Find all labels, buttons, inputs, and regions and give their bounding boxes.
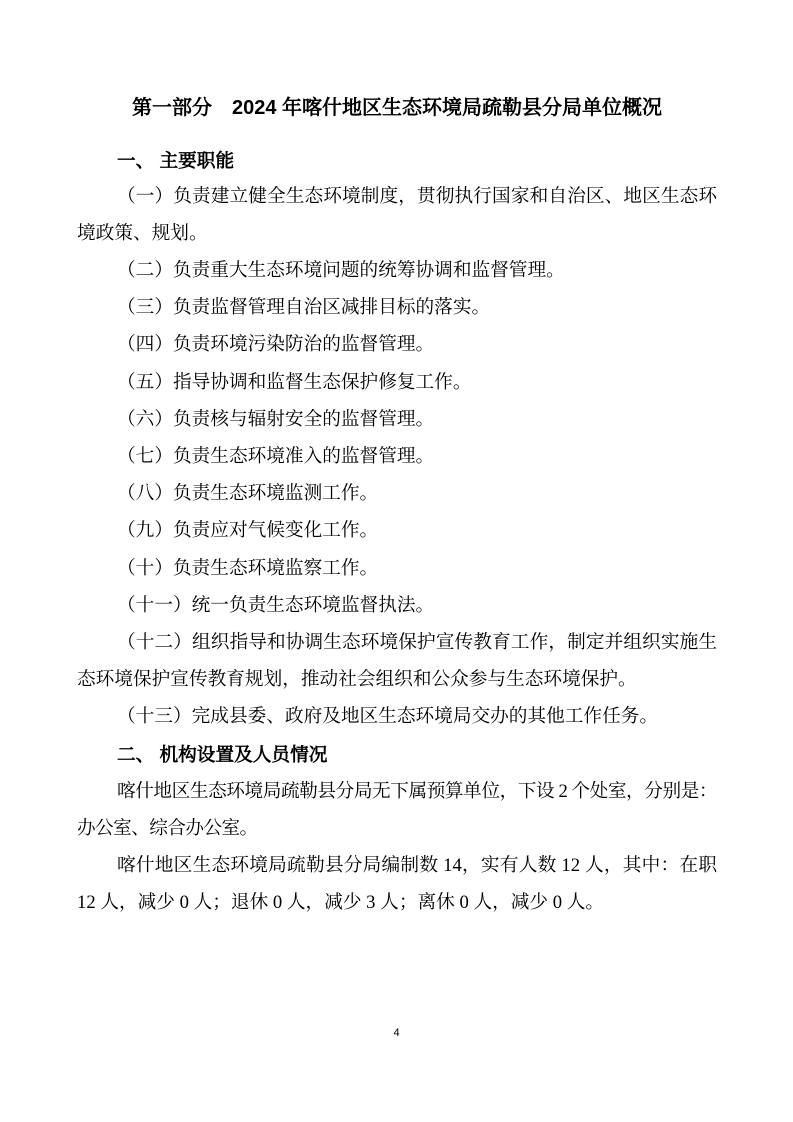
organization-paragraph: 喀什地区生态环境局疏勒县分局无下属预算单位，下设 2 个处室，分别是：办公室、综合办公室。 xyxy=(77,780,717,839)
document-page xyxy=(77,90,717,922)
section-heading-main-duties: 一、 主要职能 xyxy=(117,149,235,171)
duty-item-8: （八）负责生态环境监测工作。 xyxy=(117,483,379,505)
duty-item-10: （十）负责生态环境监察工作。 xyxy=(117,557,379,579)
page-number: 4 xyxy=(393,1027,400,1039)
duty-item-3: （三）负责监督管理自治区减排目标的落实。 xyxy=(117,297,491,319)
duty-item-11: （十一）统一负责生态环境监督执法。 xyxy=(117,594,435,616)
duty-item-7: （七）负责生态环境准入的监督管理。 xyxy=(117,445,435,467)
section-organization xyxy=(77,736,717,922)
duty-item-9: （九）负责应对气候变化工作。 xyxy=(117,520,379,542)
duty-item-5: （五）指导协调和监督生态保护修复工作。 xyxy=(117,371,472,393)
duty-item-2: （二）负责重大生态环境问题的统筹协调和监督管理。 xyxy=(117,259,565,281)
staffing-paragraph: 喀什地区生态环境局疏勒县分局编制数 14，实有人数 12 人，其中：在职 12 人，减少 0 人；退休 0 人，减少 3 人；离休 0 人，减少 0 人。 xyxy=(77,855,717,914)
duty-item-12: （十二）组织指导和协调生态环境保护宣传教育工作，制定并组织实施生态环境保护宣传教育规划，推动社会组织和公众参与生态环境保护。 xyxy=(77,631,717,691)
duty-item-4: （四）负责环境污染防治的监督管理。 xyxy=(117,334,435,356)
page-title: 第一部分 2024 年喀什地区生态环境局疏勒县分局单位概况 xyxy=(131,96,663,119)
duty-item-1: （一）负责建立健全生态环境制度，贯彻执行国家和自治区、地区生态环境政策、规划。 xyxy=(77,185,717,244)
duty-item-13: （十三）完成县委、政府及地区生态环境局交办的其他工作任务。 xyxy=(117,706,659,728)
section-main-duties xyxy=(77,143,717,736)
duty-item-6: （六）负责核与辐射安全的监督管理。 xyxy=(117,408,435,430)
section-heading-organization: 二、 机构设置及人员情况 xyxy=(117,743,328,765)
